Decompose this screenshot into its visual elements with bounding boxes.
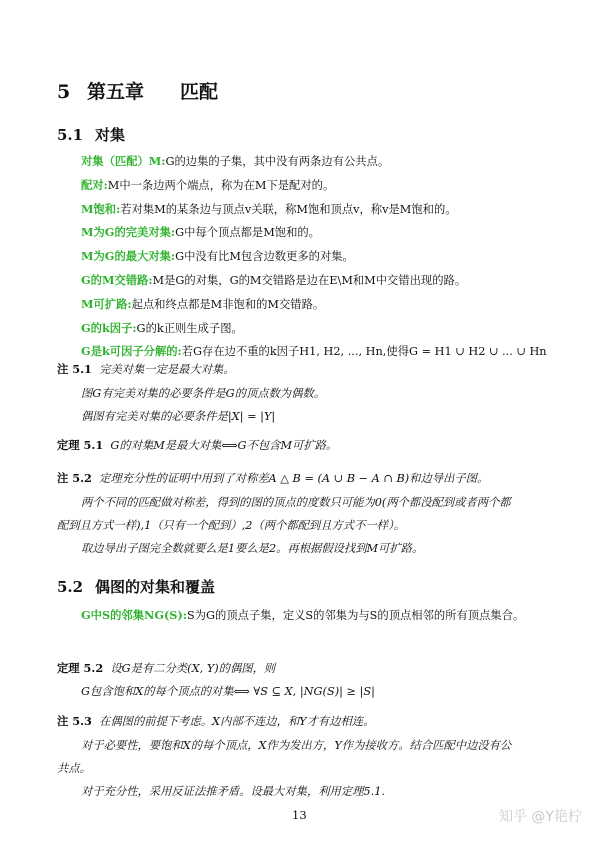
note-5-3 — [57, 713, 374, 729]
definition-term: G的k因子: — [81, 320, 137, 335]
note-text: 在偶图的前提下考虑。X内部不连边，和Y才有边相连。 — [99, 715, 375, 728]
definition-text: 若G存在边不重的k因子H1, H2, ..., Hn,使得G = H1 ∪ H2 ∪ ... ∪ Hn — [181, 345, 547, 359]
note-text: 定理充分性的证明中用到了对称差A △ B = (A ∪ B − A ∩ B)和边导出子图。 — [99, 472, 489, 485]
neighbor-definition — [81, 604, 524, 628]
note-text: 完美对集一定是最大对集。 — [99, 363, 235, 376]
note-5-2-line2: 两个不同的匹配做对称差，得到的图的顶点的度数只可能为0(两个都没配到或者两个都 — [81, 496, 511, 509]
definition-text: G中每个顶点都是M饱和的。 — [175, 226, 320, 240]
definition-text: G的边集的子集，其中没有两条边有公共点。 — [165, 155, 390, 168]
definition-text: G中没有比M包含边数更多的对集。 — [175, 250, 354, 264]
theorem-label: 定理 5.2 — [57, 661, 104, 675]
definition-text: M是G的对集，G的M交错路是边在E\M和M中交错出现的路。 — [152, 273, 467, 287]
definition-text: 若对集M的某条边与顶点v关联，称M饱和顶点v，称v是M饱和的。 — [120, 202, 457, 216]
definition-item — [81, 269, 547, 293]
chapter-heading — [57, 77, 218, 104]
definition-text: 起点和终点都是M非饱和的M交错路。 — [131, 297, 325, 311]
theorem-5-2-line2: G包含饱和X的每个顶点的对集⟺ ∀S ⊆ X, |NG(S)| ≥ |S| — [81, 685, 375, 698]
definition-term: G的M交错路: — [81, 272, 153, 287]
definition-term: 配对: — [81, 177, 108, 192]
note-5-1-line2: 图G有完美对集的必要条件是G的顶点数为偶数。 — [81, 387, 325, 400]
note-label: 注 5.3 — [57, 714, 92, 728]
chapter-subject: 匹配 — [180, 81, 219, 103]
chapter-title: 第五章 — [87, 81, 145, 103]
note-label: 注 5.2 — [57, 471, 92, 485]
note-5-3-line2: 对于必要性，要饱和X的每个顶点，X作为发出方，Y作为接收方。结合匹配中边没有公 — [81, 739, 512, 752]
theorem-5-1 — [57, 437, 337, 453]
definition-text: M中一条边两个端点，称为在M下是配对的。 — [107, 178, 335, 192]
definition-term: G中S的邻集NG(S): — [81, 608, 187, 622]
note-label: 注 5.1 — [57, 362, 92, 376]
definition-text: S为G的顶点子集，定义S的邻集为与S的顶点相邻的所有顶点集合。 — [187, 609, 525, 622]
definition-list — [81, 150, 547, 364]
note-5-2-line3: 配到且方式一样),1（只有一个配到）,2（两个都配到且方式不一样）。 — [57, 519, 405, 532]
definition-item — [81, 221, 547, 245]
definition-item — [81, 198, 547, 222]
definition-term: M可扩路: — [81, 296, 132, 311]
section-title: 偶图的对集和覆盖 — [95, 578, 216, 596]
chapter-number: 5 — [57, 81, 71, 103]
section-heading-5-1 — [57, 124, 125, 145]
definition-item — [81, 150, 547, 174]
definition-text: G的k正则生成子图。 — [136, 321, 243, 335]
theorem-5-2 — [57, 660, 275, 676]
definition-term: M为G的最大对集: — [81, 249, 176, 264]
section-heading-5-2 — [57, 576, 215, 597]
definition-term: M为G的完美对集: — [81, 225, 176, 240]
theorem-text: G的对集M是最大对集⟺G不包含M可扩路。 — [110, 439, 338, 452]
note-5-3-line3: 共点。 — [57, 762, 91, 775]
definition-item — [81, 174, 547, 198]
note-5-3-line4: 对于充分性，采用反证法推矛盾。设最大对集，利用定理5.1. — [81, 785, 385, 798]
page-number: 13 — [292, 808, 307, 822]
definition-item — [81, 245, 547, 269]
definition-term: 对集（匹配）M: — [81, 154, 166, 168]
definition-term: M饱和: — [81, 201, 121, 216]
note-5-1-line3: 偶图有完美对集的必要条件是|X| = |Y| — [81, 410, 276, 423]
definition-term: G是k可因子分解的: — [81, 344, 182, 359]
definition-item — [81, 293, 547, 317]
note-5-1 — [57, 361, 235, 377]
definition-item — [81, 317, 547, 341]
theorem-label: 定理 5.1 — [57, 438, 104, 452]
section-title: 对集 — [95, 126, 126, 144]
watermark: 知乎 @Y艳柠 — [498, 809, 582, 825]
note-5-2 — [57, 470, 488, 486]
section-number: 5.1 — [57, 126, 84, 144]
note-5-2-line4: 取边导出子图完全数就要么是1要么是2。再根据假设找到M可扩路。 — [81, 542, 424, 555]
theorem-text: 设G是有二分类(X, Y)的偶图，则 — [110, 662, 276, 675]
section-number: 5.2 — [57, 578, 84, 596]
